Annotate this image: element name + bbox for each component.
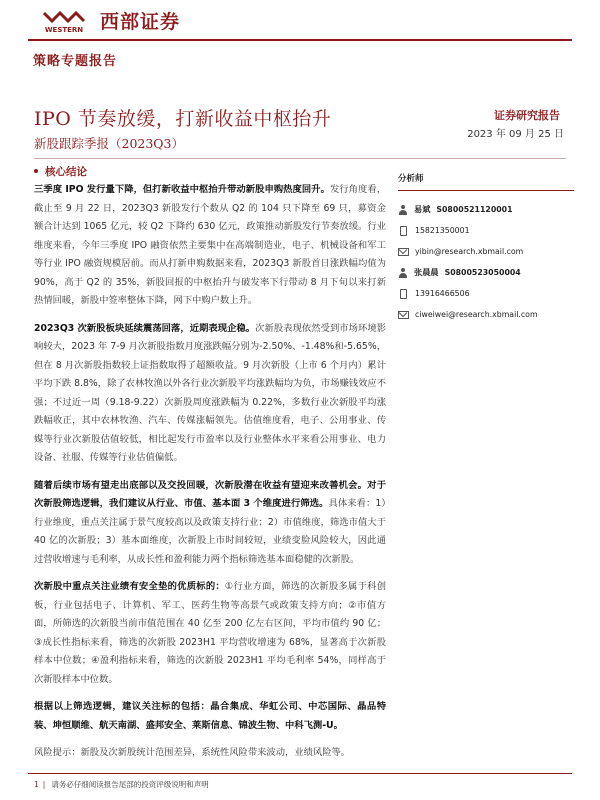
footer-separator: | <box>42 780 46 789</box>
brand-name: 西部证券 <box>100 11 181 33</box>
mail-icon <box>398 248 409 256</box>
phone-icon <box>400 289 407 299</box>
footer <box>34 779 209 790</box>
report-type: 证券研究报告 <box>494 109 560 122</box>
analyst-row <box>398 262 574 283</box>
section-heading-text: 核心结论 <box>45 166 87 178</box>
paragraph <box>34 320 386 468</box>
header-divider <box>28 39 572 41</box>
analyst-phone: 15821350001 <box>415 226 470 235</box>
analyst-phone: 13916466506 <box>415 289 470 298</box>
analyst-email[interactable]: yibin@research.xbmail.com <box>415 247 524 256</box>
analyst-license: S0800523050004 <box>444 268 521 277</box>
paragraph <box>34 698 386 735</box>
risk-text: 风险提示：新股及次新股统计范围差异，系统性风险带来波动，业绩风险等。 <box>34 747 351 758</box>
main-text-column <box>34 181 386 772</box>
page-number: 1 <box>34 780 39 789</box>
analyst-license: S0800521120001 <box>436 205 513 214</box>
western-logo <box>38 9 90 35</box>
analyst-row <box>398 283 574 304</box>
paragraph-lead: 2023Q3 次新股板块延续震荡回落，近期表现企稳。 <box>34 322 256 334</box>
paragraph-lead: 随着后续市场有望走出底部以及交投回暖，次新股潜在收益有望迎来改善机会。对于次新股筛选逻辑，我们建议从行业、市值、基本面 3 个维度进行筛选。 <box>34 479 386 509</box>
paragraph <box>34 578 386 689</box>
logo-text: WESTERN <box>44 26 84 34</box>
mail-icon <box>398 311 409 319</box>
section-heading <box>34 164 87 179</box>
paragraph-lead: 三季度 IPO 发行量下降，但打新收益中枢抬升带动新股申购热度回升。 <box>34 184 330 195</box>
analyst-row <box>398 220 574 241</box>
paragraph-body: 次新股表现依然受到市场环境影响较大，2023 年 7-9 月次新股指数月度涨跌幅分别为-2.50%、-1.48%和-5.65%，但在 8 月次新股指数较上证指数取得了超额收益。9 月次新股（上市 6 个月内）累计平均下跌 8.8%，除了农林牧渔以外各行业次新股平均涨跌幅均为负，市场赚钱效应不强；不过近一周（9.18-9.22）次新股周度涨跌幅为 0.22%，多数行业次新股平均涨跌幅收正，其中农林牧渔、汽车、传媒涨幅领先。估值维度看，电子、公用事业、传媒等行业次新股估值较低，相比起发行市盈率以及行业整体水平来看公用事业、电力设备、社服、传媒等行业估值偏低。 <box>34 322 386 463</box>
report-title: IPO 节奏放缓，打新收益中枢抬升 <box>34 108 332 130</box>
section-divider <box>34 158 566 159</box>
analyst-box <box>398 172 574 325</box>
paragraph-lead: 根据以上筛选逻辑，建议关注标的包括：晶合集成、华虹公司、中芯国际、晶品特装、坤恒顺维、航天南湖、盛邦安全、莱斯信息、锦波生物、中科飞测-U。 <box>34 701 386 731</box>
paragraph-body: 具体来看：1）行业维度，重点关注属于景气度较高以及政策支持行业；2）市值维度，筛选市值大于 40 亿的次新股；3）基本面维度，次新股上市时间较短，业绩变脸风险较大，因此通过营收增速与毛利率，从成长性和盈利能力两个指标筛选基本面稳健的次新股。 <box>34 498 387 565</box>
person-icon <box>398 268 408 278</box>
risk-note <box>34 744 386 763</box>
report-category: 策略专题报告 <box>33 54 118 69</box>
report-date: 2023 年 09 月 25 日 <box>467 129 564 140</box>
phone-icon <box>400 226 407 236</box>
footer-divider <box>28 773 572 774</box>
analyst-row <box>398 304 574 325</box>
analyst-name: 张晨晨 <box>414 267 439 277</box>
paragraph-body: 发行角度看，截止至 9 月 22 日，2023Q3 新股发行个数从 Q2 的 104 只下降至 69 只，募资金额合计达到 1065 亿元，较 Q2 下降约 630 亿元，政策推动新股发行节奏放缓。行业维度来看，今年三季度 IPO 融资依然主要集中在高端制造业，电子、机械设备和军工等行业 IPO 融资规模居前。而从打新申购数据来看，2023Q3 新股首日涨跌幅均值为 90%，高于 Q2 的 35%，新股回报的中枢抬升与破发率下行带动 8 月下旬以来打新热情回暖，新股中签率整体下降，网下中购户数上升。 <box>34 184 386 306</box>
paragraph <box>34 181 386 311</box>
paragraph-lead: 次新股中重点关注业绩有安全垫的优质标的： <box>34 581 225 592</box>
analyst-heading: 分析师 <box>398 172 574 191</box>
person-icon <box>398 205 408 215</box>
paragraph <box>34 477 386 570</box>
analyst-row <box>398 199 574 220</box>
analyst-email[interactable]: ciweiwei@research.xbmail.com <box>415 310 538 319</box>
analyst-name: 易斌 <box>414 204 431 214</box>
paragraph-body: ①行业方面，筛选的次新股多属于科创板，行业包括电子、计算机、军工、医药生物等高景气或政策支持方向；②市值方面，所筛选的次新股当前市值范围在 40 亿至 200 亿左右区间，平均市值约 90 亿；③成长性指标来看，筛选的次新股 2023H1 平均营收增速为 68%，显著高于次新股样本中位数；④盈利指标来看，筛选的次新股 2023H1 平均毛利率 54%，同样高于次新股样本中位数。 <box>34 581 386 685</box>
bullet-icon <box>34 169 38 173</box>
analyst-row <box>398 241 574 262</box>
report-subtitle: 新股跟踪季报（2023Q3） <box>34 136 185 151</box>
footer-disclaimer: 请务必仔细阅读报告尾部的投资评级说明和声明 <box>51 780 209 789</box>
